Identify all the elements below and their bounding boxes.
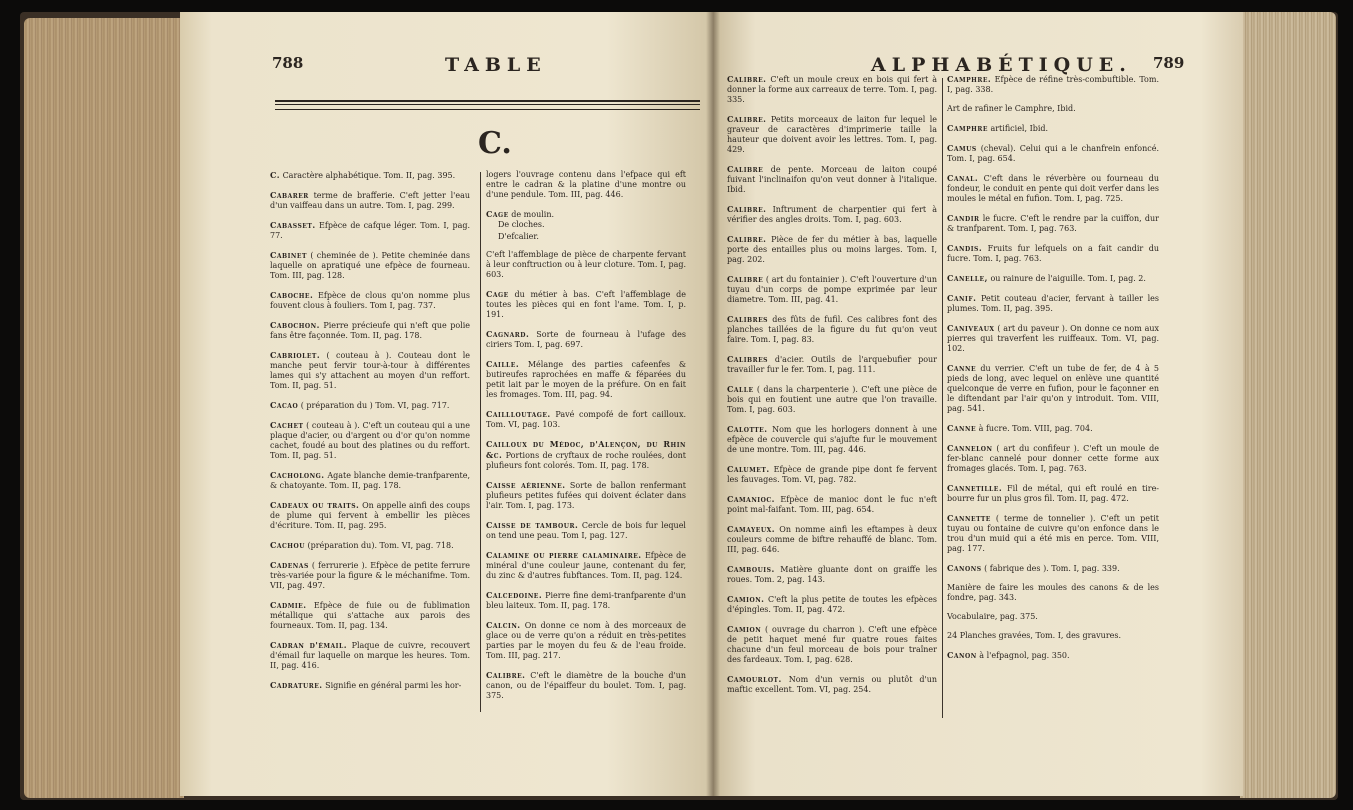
entry-text: à l'efpagnol, pag. 350. — [979, 651, 1070, 660]
entry — [947, 612, 1159, 622]
entry — [270, 320, 470, 341]
entry-text: ( ouvrage du charron ). C'eft une efpèce de petit haquet mené fur quatre roues faites chacune d'un feul morceau de bois pour traîner des fardeaux. Tom. I, pag. 628. — [727, 625, 937, 664]
entry — [947, 273, 1159, 284]
entry-text: ( art du fontainier ). C'eft l'ouverture d'un tuyau d'un corps de pompe exprimée par leur diametre. Tom. III, pag. 41. — [727, 275, 937, 304]
entry-text: ( art du confifeur ). C'eft un moule de fer-blanc cannelé pour donner cette forme aux fromages glacés. Tom. I, pag. 763. — [947, 444, 1160, 473]
entry-text: Cercle de bois fur lequel on tend une peau. Tom I, pag. 127. — [486, 521, 686, 540]
entry-text: Efpèce de cafque léger. Tom. I, pag. 77. — [270, 221, 470, 240]
entry-text: C'eft un moule creux en bois qui fert à donner la forme aux carreaux de terre. Tom. I, pag. 335. — [727, 75, 937, 104]
entry — [727, 624, 937, 665]
entry — [486, 480, 686, 511]
entry — [727, 384, 937, 415]
entry-text: Pierre fine demi-tranfparente d'un bleu laiteux. Tom. II, pag. 178. — [486, 591, 686, 610]
entry — [486, 520, 686, 541]
entry-headword: Calibre. — [727, 234, 767, 244]
entry-headword: Calcin. — [486, 620, 521, 630]
entry — [947, 104, 1159, 114]
entry-text: Agate blanche demie-tranfparente, & chatoyante. Tom. II, pag. 178. — [270, 471, 471, 490]
entry-headword: Cabasset. — [270, 220, 316, 230]
entry-headword: Camanioc. — [727, 494, 775, 504]
entry-headword: Cachet — [270, 420, 304, 430]
entry-text: Caractère alphabétique. Tom. II, pag. 395. — [282, 171, 456, 180]
entry-text: ( préparation du ) Tom. VI, pag. 717. — [300, 401, 450, 410]
entry-headword: Camion. — [727, 594, 765, 604]
entry-text: Efpèce de minéral d'une couleur jaune, contenant du fer, du zinc & d'autres fubftances. Tom. II, pag. 124. — [486, 551, 687, 580]
entry — [270, 290, 470, 311]
right-page-edges — [1240, 12, 1336, 798]
entry-text: Efpèce de manioc dont le fuc n'eft point mal-faifant. Tom. III, pag. 654. — [727, 495, 937, 514]
entry-headword: Calumet. — [727, 464, 770, 474]
entry-text: C'eft la plus petite de toutes les efpèces d'épingles. Tom. II, pag. 472. — [727, 595, 937, 614]
entry — [270, 400, 470, 411]
entry — [947, 173, 1159, 204]
entry — [727, 74, 937, 105]
entry-text: Signifie en général parmi les hor- — [325, 681, 462, 690]
entry-headword: Cailloux du Médoc, d'Alençon, du Rhin &c. — [486, 439, 686, 460]
entry-text: Efpèce de clous qu'on nomme plus fouvent clous à fouliers. Tom I, pag. 737. — [270, 291, 470, 310]
entry-headword: Canne — [947, 363, 977, 373]
entry-text: Petits morceaux de laiton fur lequel le graveur de caractères d'imprimerie taille la hauteur que doivent avoir les lettres. Tom. I, pag. 429. — [727, 115, 938, 154]
entry-text: Pierre précieufe qui n'eft que polie fans être façonnée. Tom. II, pag. 178. — [270, 321, 470, 340]
entry-headword: Cannette — [947, 513, 991, 523]
entry — [947, 363, 1159, 414]
cage-line: D'efcalier. — [498, 232, 539, 241]
right-running-header: ALPHABÉTIQUE. — [871, 54, 1132, 76]
entry — [486, 289, 686, 320]
left-header-rule — [275, 100, 700, 110]
entry-headword: Calibre. — [486, 670, 526, 680]
entry-headword: Cabriolet. — [270, 350, 321, 360]
entry — [947, 293, 1159, 314]
cage-entry-group — [486, 209, 686, 242]
entry — [947, 631, 1159, 641]
entry-headword: Caisse de tambour. — [486, 520, 579, 530]
entry — [947, 563, 1159, 574]
entry-text: (cheval). Celui qui a le chanfrein enfoncé. Tom. I, pag. 654. — [947, 144, 1159, 163]
entry-text: Efpèce de réfine très-combuftible. Tom. I, pag. 338. — [947, 75, 1159, 94]
entry-headword: Calamine ou pierre calaminaire. — [486, 550, 642, 560]
entry-text: ou rainure de l'aiguille. Tom. I, pag. 2. — [990, 274, 1146, 283]
entry — [727, 424, 937, 455]
entry-text: 24 Planches gravées, Tom. I, des gravures. — [947, 631, 1122, 640]
entry — [727, 594, 937, 615]
entry — [270, 680, 470, 691]
entry-text: ( ferrurerie ). Efpèce de petite ferrure très-variée pour la figure & le méchanifme. Tom. VII, pag. 497. — [270, 561, 471, 590]
entry — [270, 540, 470, 551]
entry — [270, 420, 470, 461]
entry — [270, 560, 470, 591]
entry-headword: Cabinet — [270, 250, 307, 260]
entry-text: C'eft l'affemblage de pièce de charpente fervant à leur conftruction ou à leur cloture. Tom. I, pag. 603. — [486, 250, 686, 279]
entry — [486, 620, 686, 661]
entry-headword: Calibre. — [727, 204, 767, 214]
entry-headword: Cabarer — [270, 190, 309, 200]
column-divider — [480, 172, 481, 712]
entry-headword: Cage — [486, 289, 509, 299]
entry-headword: Cannelon — [947, 443, 993, 453]
entry — [486, 359, 686, 400]
entry-text: Efpèce de grande pipe dont fe fervent les fauvages. Tom. VI, pag. 782. — [727, 465, 938, 484]
entry-text: Portions de cryftaux de roche roulées, dont plufieurs font colorés. Tom. II, pag. 178. — [486, 451, 687, 470]
entry — [486, 590, 686, 611]
entry-headword: Cage — [486, 209, 509, 219]
entry-text: Vocabulaire, pag. 375. — [947, 612, 1038, 621]
entry — [486, 250, 686, 280]
entry-headword: Caboche. — [270, 290, 314, 300]
left-page — [180, 12, 713, 796]
entry-headword: Cadran d'émail. — [270, 640, 347, 650]
entry — [727, 464, 937, 485]
entry-headword: Canne — [947, 423, 977, 433]
entry-headword: Caille. — [486, 359, 520, 369]
entry-headword: Cadmie. — [270, 600, 307, 610]
entry-headword: Camion — [727, 624, 762, 634]
entry-text: Plaque de cuivre, recouvert d'émail fur laquelle on marque les heures. Tom. II, pag. 416. — [270, 641, 470, 670]
entry — [947, 483, 1159, 504]
entry-headword: Camphre. — [947, 74, 992, 84]
entry-headword: Cadrature. — [270, 680, 323, 690]
entry: logers l'ouvrage contenu dans l'efpace qui eft entre le cadran & la platine d'une montre ou d'une pendule. Tom. III, pag. 446. — [486, 170, 686, 199]
entry-text: terme de brafferie. C'eft jetter l'eau d'un vaiffeau dans un autre. Tom. I, pag. 299. — [270, 191, 471, 210]
entry-text: d'acier. Outils de l'arquebufier pour travailler fur le fer. Tom. I, pag. 111. — [727, 355, 938, 374]
right-column-1 — [727, 74, 937, 704]
entry-text: Fil de métal, qui eft roulé en tire-bourre fur un plus gros fil. Tom. II, pag. 472. — [947, 484, 1160, 503]
entry — [270, 190, 470, 211]
entry-text: Efpèce de fuie ou de fublimation métallique qui s'attache aux parois des fourneaux. Tom. II, pag. 134. — [270, 601, 470, 630]
entry — [486, 550, 686, 581]
entry — [947, 143, 1159, 164]
entry-headword: Calibre. — [727, 114, 767, 124]
entry — [486, 670, 686, 701]
entry-headword: Calle — [727, 384, 754, 394]
entry-text: Sorte de fourneau à l'ufage des ciriers Tom. I, pag. 697. — [486, 330, 687, 349]
entry — [727, 164, 937, 195]
entry-text: du verrier. C'eft un tube de fer, de 4 à 5 pieds de long, avec lequel on enlève une quantité quelconque de verre en fufion, pour le façonner en le diftendant par l'air qu'on y introduit. Tom. VIII, pag. 541. — [947, 364, 1159, 413]
entry — [486, 409, 686, 430]
entry-text: Manière de faire les moules des canons & de les fondre, pag. 343. — [947, 583, 1159, 602]
entry-headword: C. — [270, 170, 281, 180]
entry — [270, 350, 470, 391]
entry — [727, 114, 937, 155]
entry — [947, 123, 1159, 134]
entry — [486, 329, 686, 350]
entry-text: C'eft le diamètre de la bouche d'un canon, ou de l'épaiffeur du boulet. Tom. I, pag. 375. — [486, 671, 687, 700]
entry-headword: Cambouis. — [727, 564, 775, 574]
entry-text: ( terme de tonnelier ). C'eft un petit tuyau ou fontaine de cuivre qu'on enfonce dans le trou d'un muid qui a été mis en perce. Tom. VIII, pag. 177. — [947, 514, 1159, 553]
right-column-2 — [947, 74, 1159, 670]
entry — [270, 250, 470, 281]
entry — [270, 470, 470, 491]
entry — [947, 423, 1159, 434]
entry — [947, 243, 1159, 264]
entry-text: Inftrument de charpentier qui fert à vérifier des angles droits. Tom. I, pag. 603. — [727, 205, 938, 224]
book-gutter — [706, 12, 720, 796]
entry-headword: Calotte. — [727, 424, 768, 434]
entry-headword: Calibres — [727, 354, 769, 364]
entry-text: Matière gluante dont on graiffe les roues. Tom. 2, pag. 143. — [727, 565, 937, 584]
entry — [727, 674, 937, 695]
cage-line: de moulin. — [511, 210, 555, 219]
entry — [270, 640, 470, 671]
entry-headword: Cagnard. — [486, 329, 530, 339]
entry-headword: Cabochon. — [270, 320, 320, 330]
entry-headword: Caniveaux — [947, 323, 995, 333]
entry-text: ( couteau à ). Couteau dont le manche peut fervir tour-à-tour à différentes lames qui s'y attachent au moyen d'un reffort. Tom. II, pag. 51. — [270, 351, 470, 390]
entry — [947, 650, 1159, 661]
right-page — [713, 12, 1243, 796]
entry — [947, 513, 1159, 554]
left-column-1 — [270, 170, 470, 700]
entry-headword: Calibre — [727, 274, 764, 284]
entry-headword: Camayeux. — [727, 524, 776, 534]
entry-headword: Cadenas — [270, 560, 309, 570]
entry-text: à fucre. Tom. VIII, pag. 704. — [978, 424, 1093, 433]
entry-headword: Canelle, — [947, 273, 988, 283]
entry-headword: Camus — [947, 143, 977, 153]
entry-text: Art de rafiner le Camphre, Ibid. — [947, 104, 1076, 113]
entry-text: ( fabrique des ). Tom. I, pag. 339. — [984, 564, 1120, 573]
entry — [947, 213, 1159, 234]
right-page-number: 789 — [1153, 54, 1185, 72]
entry-headword: Cannetille. — [947, 483, 1003, 493]
entry-text: Nom que les horlogers donnent à une efpèce de couvercle qui s'ajufte fur le mouvement de une montre. Tom. III, pag. 446. — [727, 425, 938, 454]
entry-text: le fucre. C'eft le rendre par la cuiffon, dur & tranfparent. Tom. I, pag. 763. — [947, 214, 1159, 233]
entry-text: ( art du paveur ). On donne ce nom aux pierres qui traverfent les ruiffeaux. Tom. VI, pag. 102. — [947, 324, 1160, 353]
entry-headword: Caisse aérienne. — [486, 480, 566, 490]
entry — [947, 323, 1159, 354]
entry — [270, 600, 470, 631]
entry-text: du métier à bas. C'eft l'affemblage de toutes les pièces qui en font l'ame. Tom. I, p. 191. — [486, 290, 686, 319]
entry-headword: Camourlot. — [727, 674, 782, 684]
entry-text: des fûts de fufil. Ces calibres font des planches taillées de la figure du fut qu'on veut faire. Tom. I, pag. 83. — [727, 315, 937, 344]
entry-text: On appelle ainfi des coups de plume qui fervent à embellir les pièces d'écriture. Tom. II, pag. 295. — [270, 501, 470, 530]
entry-text: de pente. Morceau de laiton coupé fuivant l'inclinaifon qu'on veut donner à l'italique. Ibid. — [727, 165, 937, 194]
entry-text: artificiel, Ibid. — [990, 124, 1049, 133]
entry — [270, 170, 470, 181]
entry-headword: Canif. — [947, 293, 977, 303]
entry-headword: Canon — [947, 650, 977, 660]
entry-text: Sorte de ballon renfermant plufieurs petites fufées qui doivent éclater dans l'air. Tom. I, pag. 173. — [486, 481, 686, 510]
entry-text: C'eft dans le réverbère ou fourneau du fondeur, le conduit en pente qui doit verfer dans les moules le métal en fufion. Tom. I, pag. 725. — [947, 174, 1159, 203]
entry-text: Fruits fur lefquels on a fait candir du fucre. Tom. I, pag. 763. — [947, 244, 1159, 263]
entry — [727, 314, 937, 345]
entry-text: (préparation du). Tom. VI, pag. 718. — [307, 541, 454, 550]
entry — [727, 494, 937, 515]
left-page-edges — [24, 18, 184, 798]
cage-line: De cloches. — [498, 220, 545, 229]
entry-text: On nomme ainfi les eftampes à deux couleurs comme de biftre rehauffé de blanc. Tom. III, pag. 646. — [727, 525, 937, 554]
entry-text: Pièce de fer du métier à bas, laquelle porte des entailles plus ou moins larges. Tom. I, pag. 202. — [727, 235, 937, 264]
entry — [947, 443, 1159, 474]
left-column-2 — [486, 170, 686, 710]
entry-headword: Cachou — [270, 540, 305, 550]
entry-text: On donne ce nom à des morceaux de glace ou de verre qu'on a réduit en très-petites parties par le moyen du feu & de l'eau froide. Tom. III, pag. 217. — [486, 621, 686, 660]
entry-headword: Caillloutage. — [486, 409, 551, 419]
left-column-2-entries — [486, 250, 686, 701]
entry — [727, 354, 937, 375]
entry-headword: Canons — [947, 563, 982, 573]
entry-headword: Candis. — [947, 243, 983, 253]
entry — [727, 564, 937, 585]
entry — [947, 583, 1159, 603]
entry-headword: Camphre — [947, 123, 988, 133]
entry-headword: Cadeaux ou traits. — [270, 500, 360, 510]
left-running-header: TABLE — [445, 54, 547, 76]
entry-headword: Canal. — [947, 173, 979, 183]
entry-text: Pavé compofé de fort cailloux. Tom. VI, pag. 103. — [486, 410, 686, 429]
entry-headword: Candir — [947, 213, 980, 223]
entry-text: ( cheminée de ). Petite cheminée dans laquelle on apratiqué une efpèce de fourneau. Tom. III, pag. 128. — [270, 251, 471, 280]
column-divider — [942, 78, 943, 718]
entry-text: Mélange des parties cafeenfes & butireufes raprochées en maffe & féparées du petit lait par le moyen de la préfure. On en fait les fromages. Tom. III, pag. 94. — [486, 360, 686, 399]
entry-text: Nom d'un vernis ou plutôt d'un maftic excellent. Tom. VI, pag. 254. — [727, 675, 937, 694]
entry-headword: Cacholong. — [270, 470, 325, 480]
section-letter: C. — [478, 126, 512, 161]
entry — [270, 500, 470, 531]
entry — [947, 74, 1159, 95]
entry — [727, 204, 937, 225]
entry — [270, 220, 470, 241]
entry-headword: Cacao — [270, 400, 299, 410]
entry-headword: Calibres — [727, 314, 769, 324]
entry-headword: Calcedoine. — [486, 590, 543, 600]
entry — [727, 524, 937, 555]
entry — [486, 439, 686, 471]
entry-text: Petit couteau d'acier, fervant à tailler les plumes. Tom. II, pag. 395. — [947, 294, 1159, 313]
entry-headword: Calibre. — [727, 74, 767, 84]
entry-text: ( couteau à ). C'eft un couteau qui a une plaque d'acier, ou d'argent ou d'or qu'on nomme cachet, foudé au bout des platines ou du reffort. Tom. II, pag. 51. — [270, 421, 471, 460]
entry — [727, 274, 937, 305]
left-page-number: 788 — [272, 54, 304, 72]
entry-text: ( dans la charpenterie ). C'eft une pièce de bois qui en foutient une autre que l'on travaille. Tom. I, pag. 603. — [727, 385, 937, 414]
entry-headword: Calibre — [727, 164, 764, 174]
entry — [727, 234, 937, 265]
